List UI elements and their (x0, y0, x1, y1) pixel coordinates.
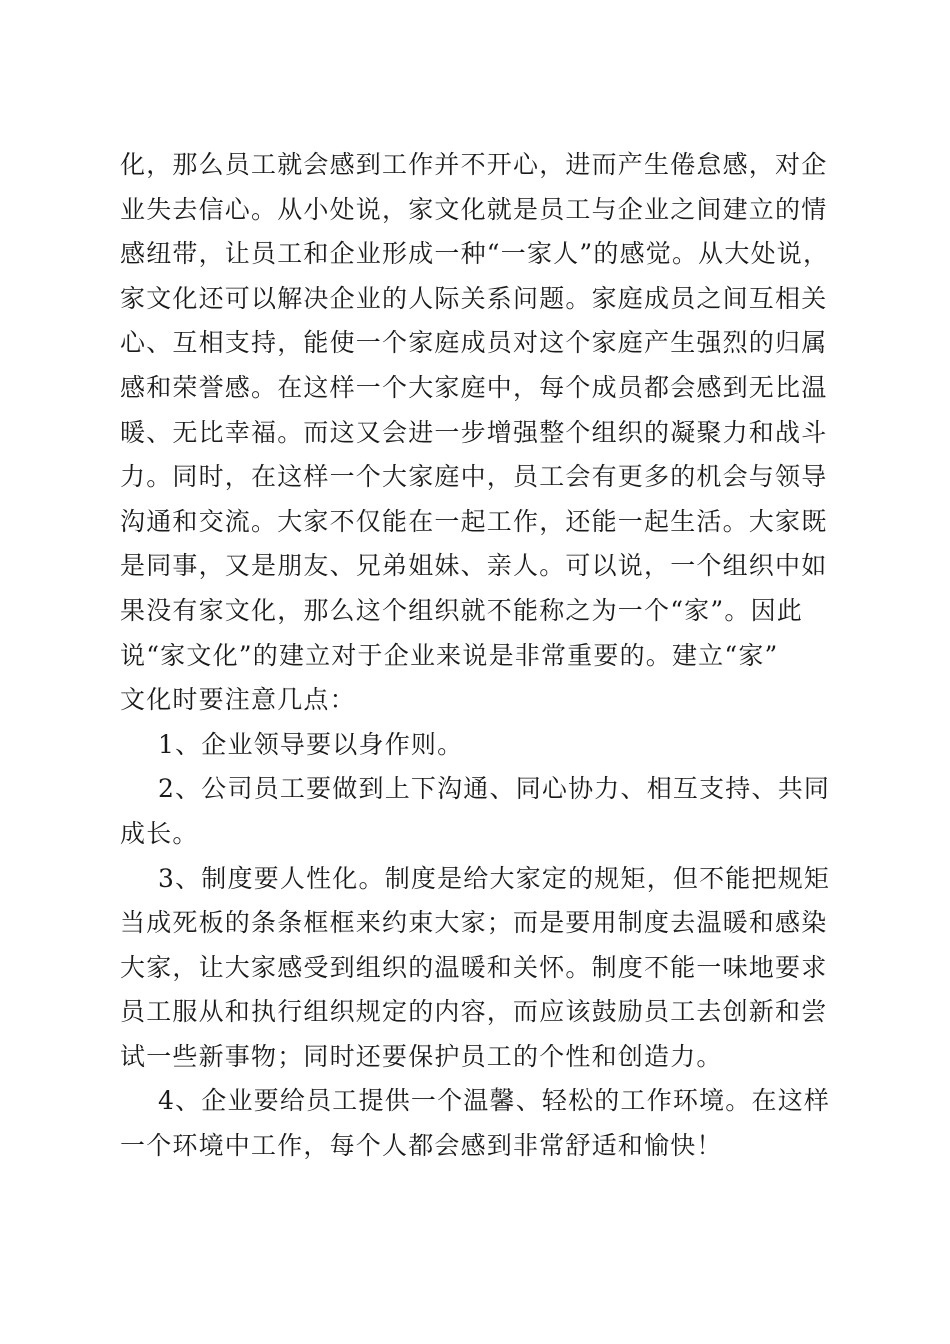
text-line: 暖、无比幸福。而这又会进一步增强整个组织的凝聚力和战斗 (120, 417, 828, 447)
text-line: 沟通和交流。大家不仅能在一起工作，还能一起生活。大家既 (120, 506, 828, 536)
text-line: 感纽带，让员工和企业形成一种“一家人”的感觉。从大处说， (120, 239, 830, 269)
text-line: 化，那么员工就会感到工作并不开心，进而产生倦怠感，对企 (120, 150, 828, 179)
text-line: 感和荣誉感。在这样一个大家庭中，每个成员都会感到无比温 (120, 372, 828, 402)
list-item-3: 3、制度要人性化。制度是给大家定的规矩，但不能把规矩 (158, 863, 831, 893)
text-line: 业失去信心。从小处说，家文化就是员工与企业之间建立的情 (120, 194, 828, 224)
text-line: 一个环境中工作，每个人都会感到非常舒适和愉快！ (120, 1131, 723, 1161)
text-line: 说“家文化”的建立对于企业来说是非常重要的。建立“家” (120, 640, 779, 670)
text-line: 当成死板的条条框框来约束大家；而是要用制度去温暖和感染 (120, 908, 828, 938)
text-line: 果没有家文化，那么这个组织就不能称之为一个“家”。因此 (120, 595, 803, 625)
list-item-1: 1、企业领导要以身作则。 (158, 729, 464, 759)
text-line: 文化时要注意几点： (120, 685, 356, 715)
text-line: 力。同时，在这样一个大家庭中，员工会有更多的机会与领导 (120, 462, 828, 492)
list-item-4: 4、企业要给员工提供一个温馨、轻松的工作环境。在这样 (158, 1086, 831, 1116)
list-item-2: 2、公司员工要做到上下沟通、同心协力、相互支持、共同 (158, 774, 831, 804)
document-body (120, 143, 840, 1169)
text-line: 家文化还可以解决企业的人际关系问题。家庭成员之间互相关 (120, 283, 828, 313)
text-line: 试一些新事物；同时还要保护员工的个性和创造力。 (120, 1041, 723, 1071)
text-line: 大家，让大家感受到组织的温暖和关怀。制度不能一味地要求 (120, 952, 828, 982)
text-line: 是同事，又是朋友、兄弟姐妹、亲人。可以说，一个组织中如 (120, 551, 828, 581)
text-line: 心、互相支持，能使一个家庭成员对这个家庭产生强烈的归属 (120, 328, 828, 358)
text-line: 成长。 (120, 818, 199, 848)
text-line: 员工服从和执行组织规定的内容，而应该鼓励员工去创新和尝 (120, 997, 828, 1027)
